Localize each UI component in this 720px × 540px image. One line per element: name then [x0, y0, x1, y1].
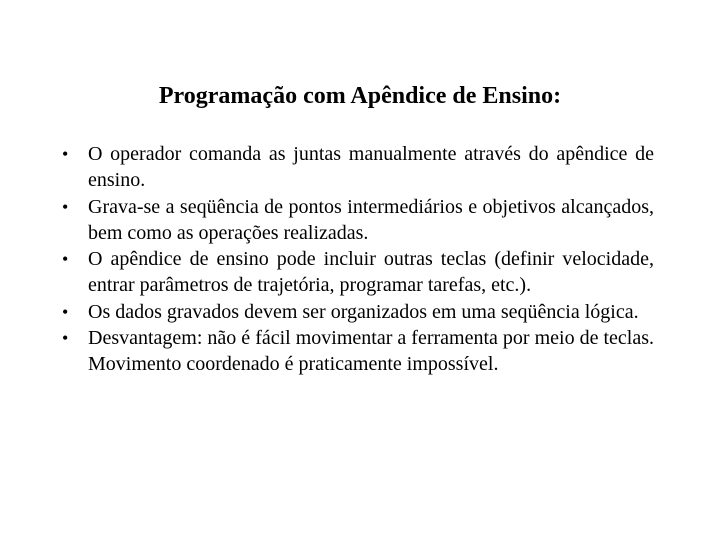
- bullet-text: Os dados gravados devem ser organizados em uma seqüência lógica.: [88, 300, 639, 323]
- bullet-text: O apêndice de ensino pode incluir outras teclas (definir velocidade, entrar parâmetros de trajetória, programar tarefas, etc.).: [88, 248, 654, 297]
- bullet-icon: •: [62, 249, 69, 270]
- bullet-item: [62, 325, 654, 378]
- bullet-list: [62, 141, 654, 378]
- bullet-text: O operador comanda as juntas manualmente através do apêndice de ensino.: [88, 143, 654, 192]
- bullet-item: [62, 299, 654, 325]
- bullet-item: [62, 246, 654, 299]
- bullet-icon: •: [62, 301, 69, 322]
- bullet-item: [62, 194, 654, 247]
- bullet-icon: •: [62, 196, 69, 217]
- bullet-item: [62, 141, 654, 194]
- bullet-icon: •: [62, 328, 69, 349]
- bullet-icon: •: [62, 144, 69, 164]
- bullet-text: Grava-se a seqüência de pontos intermediários e objetivos alcançados, bem como as operações realizadas.: [88, 195, 654, 244]
- bullet-text: Desvantagem: não é fácil movimentar a ferramenta por meio de teclas. Movimento coordenado é praticamente impossível.: [88, 327, 654, 376]
- slide-title: Programação com Apêndice de Ensino:: [158, 83, 562, 109]
